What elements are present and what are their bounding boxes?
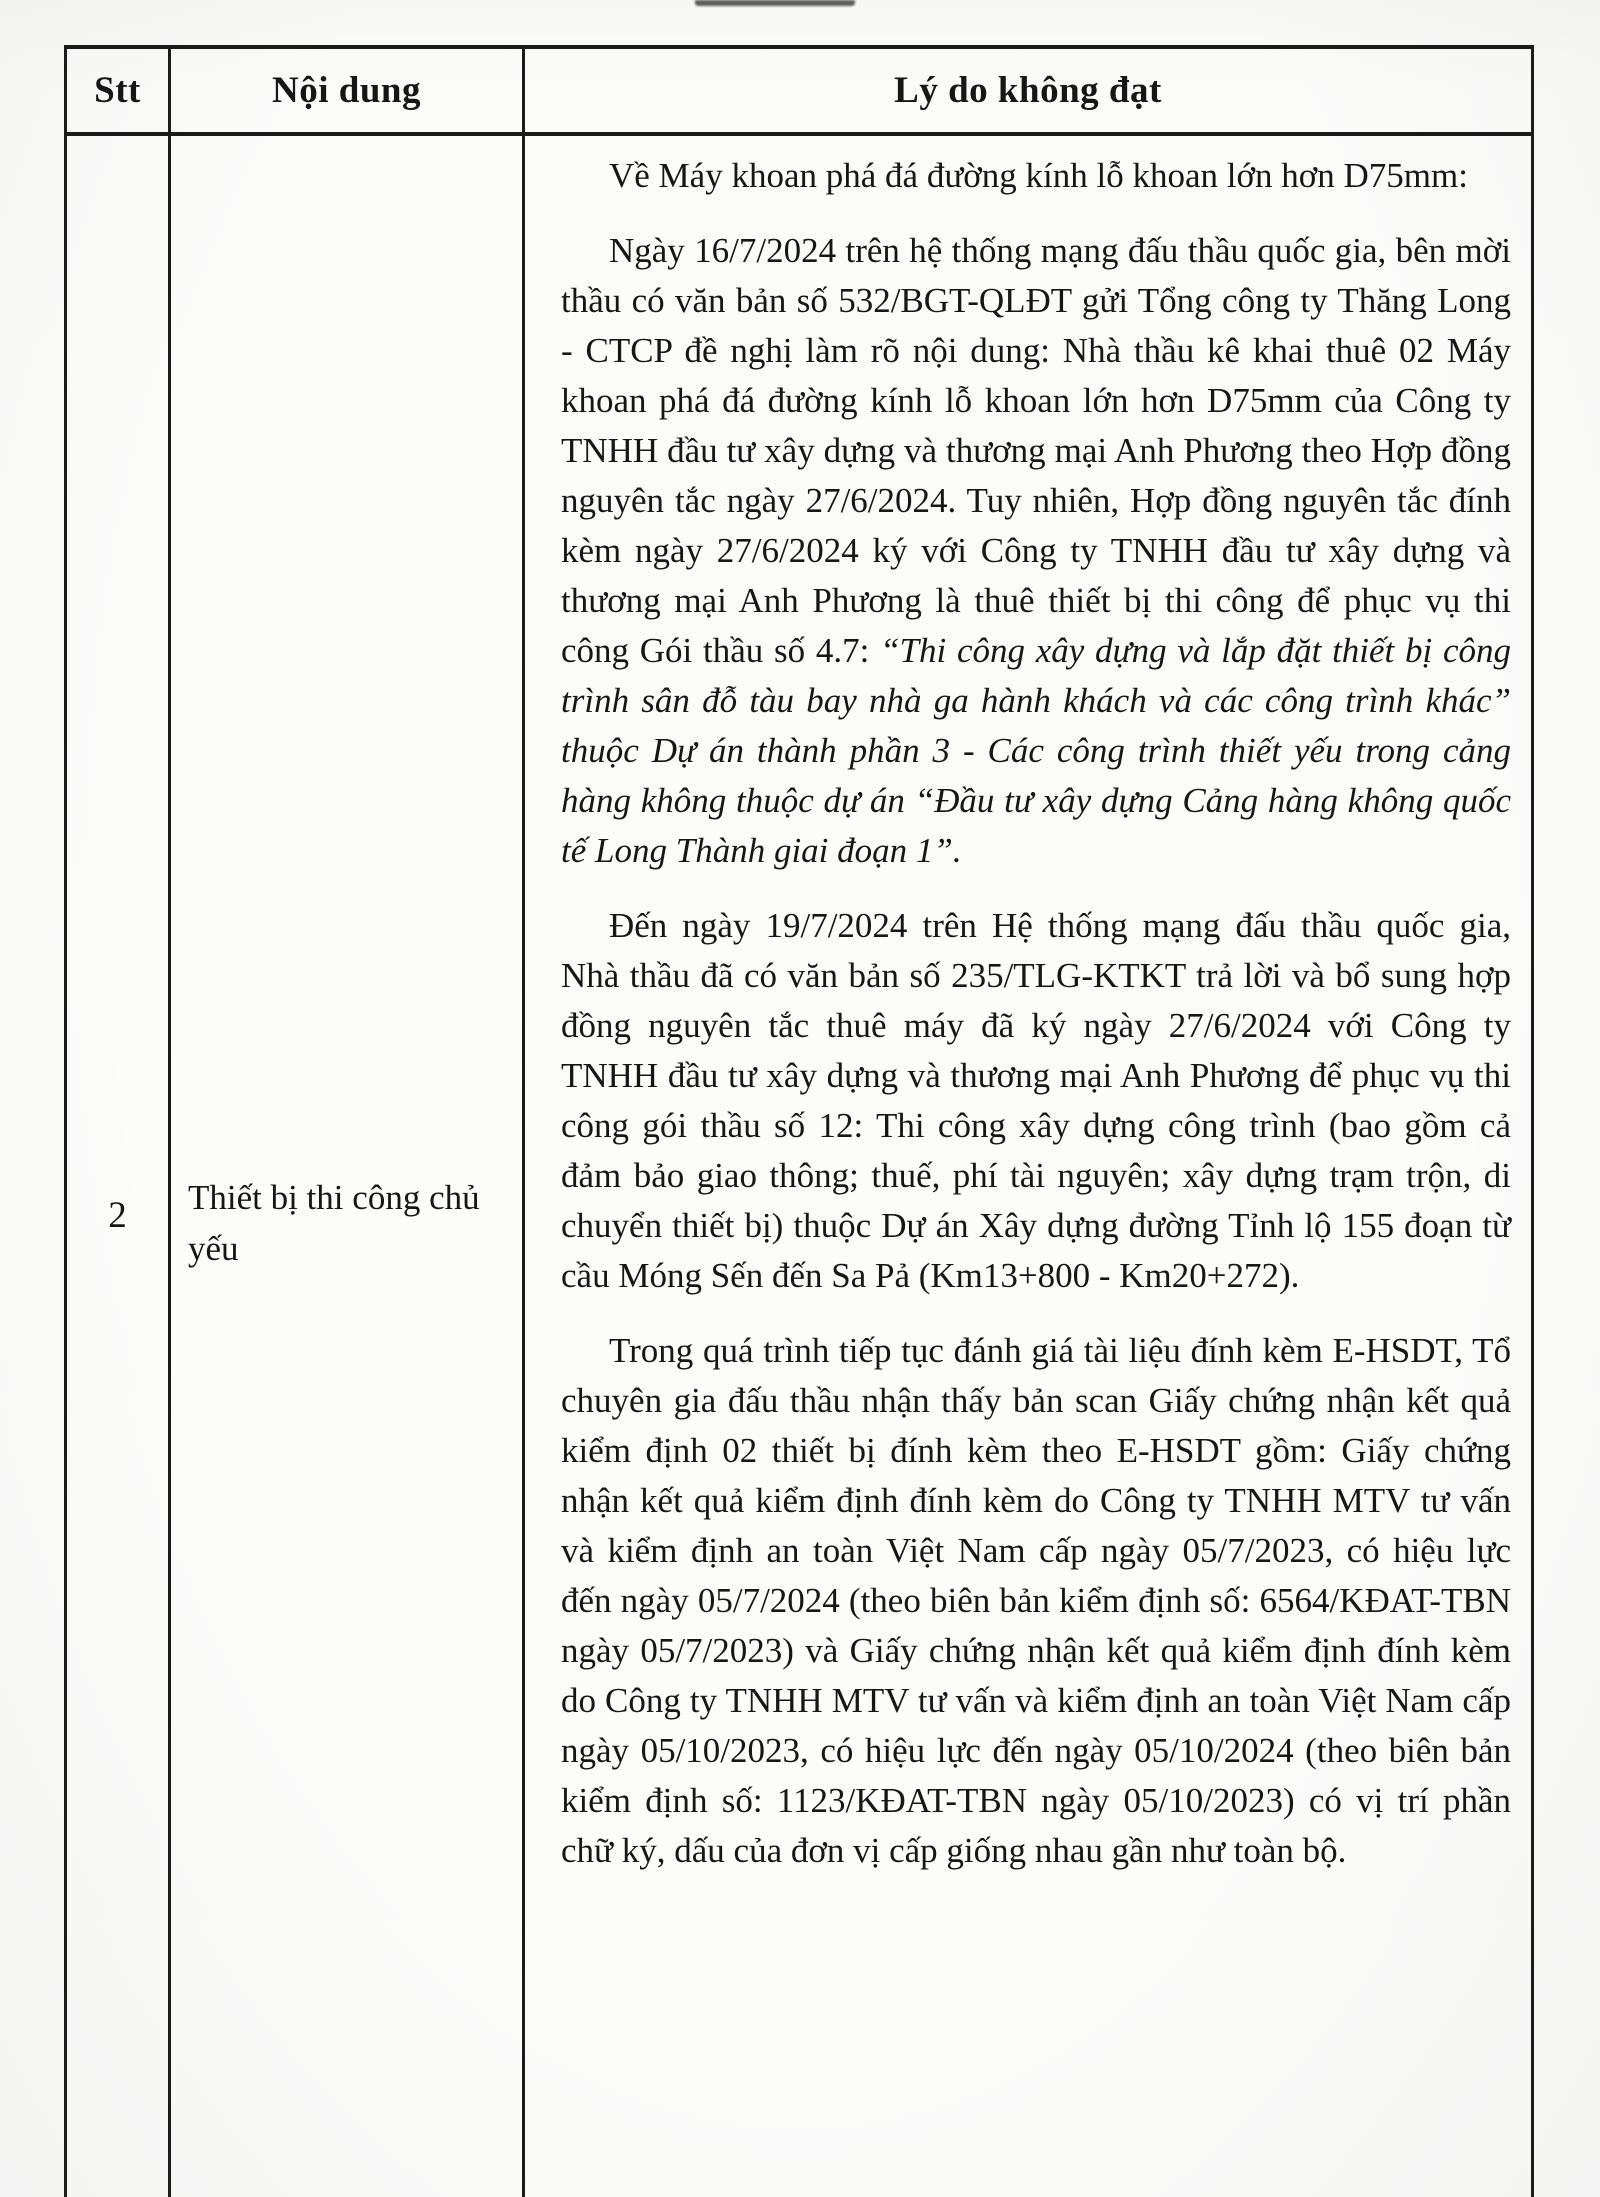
header-cell-ly-do-khong-dat: Lý do không đạt <box>894 70 1162 111</box>
reason-p3-text: Đến ngày 19/7/2024 trên Hệ thống mạng đấu thầu quốc gia, Nhà thầu đã có văn bản số 235/TLG-KTKT trả lời và bổ sung hợp đồng nguyên tắc thuê máy đã ký ngày 27/6/2024 với Công ty TNHH đầu tư xây dựng và thương mại Anh Phương để phục vụ thi công gói thầu số 12: Thi công xây dựng công trình (bao gồm cả đảm bảo giao thông; thuế, phí tài nguyên; xây dựng trạm trộn, di chuyển thiết bị) thuộc Dự án Xây dựng đường Tỉnh lộ 155 đoạn từ cầu Móng Sến đến Sa Pả (Km13+800 - Km20+272). <box>561 906 1511 1295</box>
table-header-row <box>67 49 1531 136</box>
reason-p1-text: Về Máy khoan phá đá đường kính lỗ khoan lớn hơn D75mm: <box>609 156 1468 195</box>
cell-ly-do <box>525 136 1531 2197</box>
header-cell-stt: Stt <box>67 49 171 132</box>
reason-paragraph-3 <box>561 901 1511 1301</box>
cell-stt <box>67 136 171 2197</box>
table-row <box>67 136 1531 2197</box>
reason-paragraph-2 <box>561 226 1511 876</box>
content-label: Thiết bị thi công chủ yếu <box>188 1178 480 1268</box>
scan-artifact <box>695 0 855 6</box>
header-cell-noi-dung: Nội dung <box>171 49 525 132</box>
reason-paragraph-4 <box>561 1326 1511 1876</box>
cell-noi-dung <box>171 136 525 2197</box>
reason-p4-text: Trong quá trình tiếp tục đánh giá tài liệu đính kèm E-HSDT, Tổ chuyên gia đấu thầu nhận thấy bản scan Giấy chứng nhận kết quả kiểm định 02 thiết bị đính kèm theo E-HSDT gồm: Giấy chứng nhận kết quả kiểm định đính kèm do Công ty TNHH MTV tư vấn và kiểm định an toàn Việt Nam cấp ngày 05/7/2023, có hiệu lực đến ngày 05/7/2024 (theo biên bản kiểm định số: 6564/KĐAT-TBN ngày 05/7/2023) và Giấy chứng nhận kết quả kiểm định đính kèm do Công ty TNHH MTV tư vấn và kiểm định an toàn Việt Nam cấp ngày 05/10/2023, có hiệu lực đến ngày 05/10/2024 (theo biên bản kiểm định số: 1123/KĐAT-TBN ngày 05/10/2023) có vị trí phần chữ ký, dấu của đơn vị cấp giống nhau gần như toàn bộ. <box>561 1331 1511 1870</box>
evaluation-table <box>64 45 1534 2197</box>
row-number: 2 <box>108 1195 127 1236</box>
reason-p2-quoted-text: “Thi công xây dựng và lắp đặt thiết bị công trình sân đỗ tàu bay nhà ga hành khách và các công trình khác” thuộc Dự án thành phần 3 - Các công trình thiết yếu trong cảng hàng không thuộc dự án “Đầu tư xây dựng Cảng hàng không quốc tế Long Thành giai đoạn 1”. <box>561 631 1512 870</box>
reason-p2-text: Ngày 16/7/2024 trên hệ thống mạng đấu thầu quốc gia, bên mời thầu có văn bản số 532/BGT-QLĐT gửi Tổng công ty Thăng Long - CTCP đề nghị làm rõ nội dung: Nhà thầu kê khai thuê 02 Máy khoan phá đá đường kính lỗ khoan lớn hơn D75mm của Công ty TNHH đầu tư xây dựng và thương mại Anh Phương theo Hợp đồng nguyên tắc ngày 27/6/2024. Tuy nhiên, Hợp đồng nguyên tắc đính kèm ngày 27/6/2024 ký với Công ty TNHH đầu tư xây dựng và thương mại Anh Phương là thuê thiết bị thi công để phục vụ thi công Gói thầu số 4.7: <box>561 231 1511 670</box>
reason-paragraph-1 <box>561 151 1511 201</box>
